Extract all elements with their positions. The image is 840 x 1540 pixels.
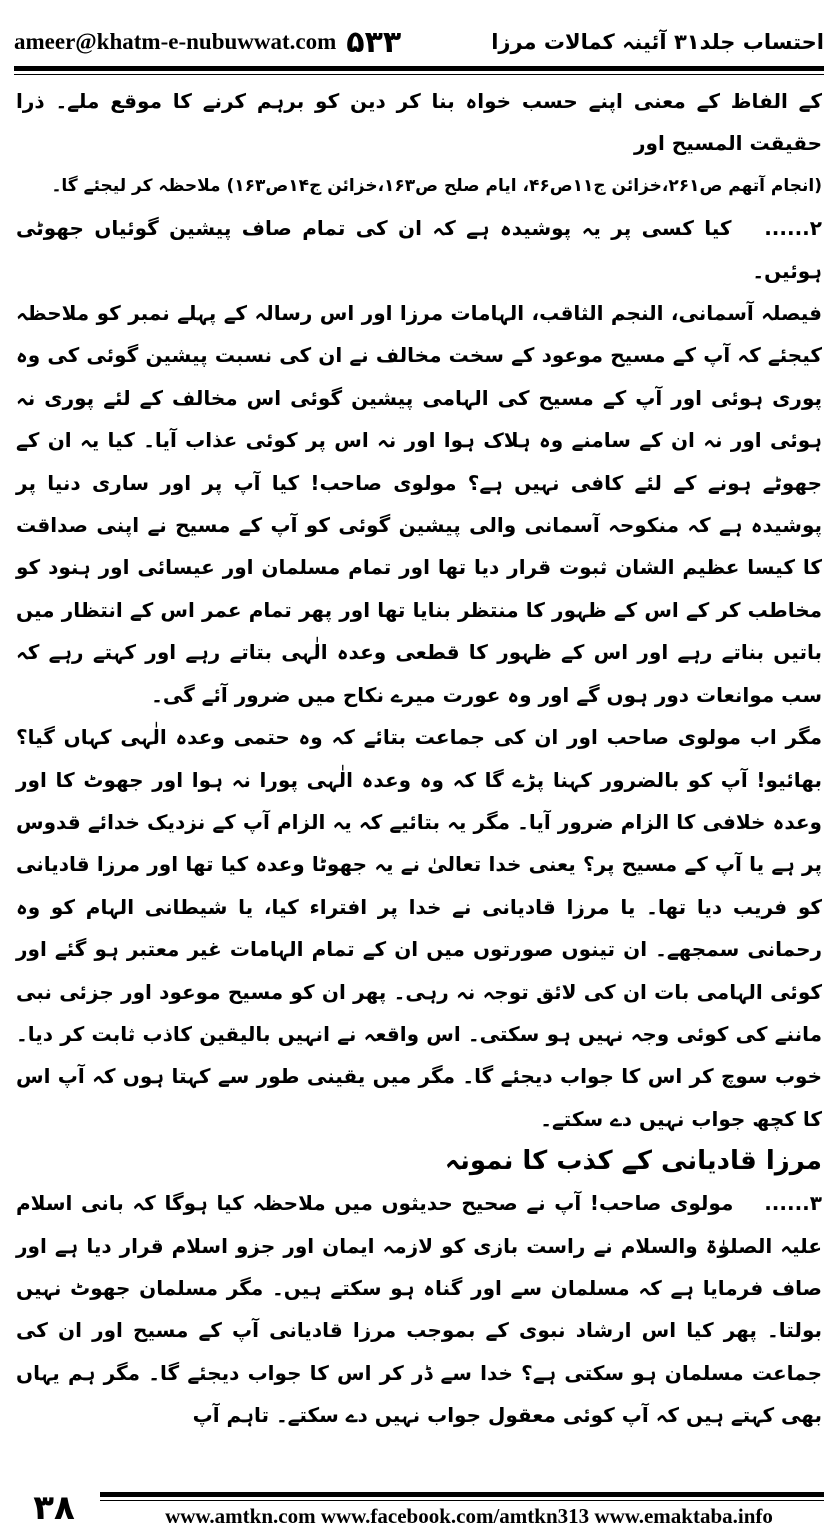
paragraph-5-number: ۳......: [764, 1191, 822, 1216]
header-folio: ۵۳۳: [346, 24, 402, 60]
paragraph-1: کے الفاظ کے معنی اپنے حسب خواہ بنا کر دین کو برہم کرنے کا موقع ملے۔ ذرا حقیقت المسیح اور: [16, 89, 822, 156]
paragraph-4: مگر اب مولوی صاحب اور ان کی جماعت بتائے کہ وہ حتمی وعدہ الٰہی کہاں گیا؟ بھائیو! آپ کو بالضرور کہنا پڑے گا کہ وہ وعدہ الٰہی پورا نہ ہوا اور جھوٹ کا اور وعدہ خلافی کا الزام ضرور آیا۔ مگر یہ بتائیے کہ یہ الزام آپ کے نزدیک خدائے قدوس پر ہے یا آپ کے مسیح پر؟ یعنی خدا تعالیٰ نے یہ جھوٹا وعدہ کیا تھا اور مرزا قادیانی کو فریب دیا تھا۔ یا مرزا قادیانی نے خدا پر افتراء کیا، یا شیطانی الہام کو وہ رحمانی سمجھے۔ ان تینوں صورتوں میں ان کے تمام الہامات غیر معتبر ہو گئے اور کوئی الہامی بات ان کی لائق توجہ نہ رہی۔ پھر ان کو مسیح موعود اور جزئی نبی ماننے کی کوئی وجہ نہیں ہو سکتی۔ اس واقعہ نے انہیں بالیقین کاذب ثابت کر دیا۔ خوب سوچ کر اس کا جواب دیجئے گا۔ مگر میں یقینی طور سے کہتا ہوں کہ آپ اس کا کچھ جواب نہیں دے سکتے۔: [16, 725, 822, 1131]
paragraph-3: فیصلہ آسمانی، النجم الثاقب، الہامات مرزا اور اس رسالہ کے پہلے نمبر کو ملاحظہ کیجئے کہ آپ کے مسیح موعود کے سخت مخالف نے ان کی نسبت پیشین گوئی کی وہ پوری ہوئی اور آپ کے مسیح کی الہامی پیشین گوئی اس مخالف کے لئے پوری نہ ہوئی اور نہ ان کے سامنے وہ ہلاک ہوا اور نہ اس پر کوئی عذاب آیا۔ کیا یہ ان کے جھوٹے ہونے کے لئے کافی نہیں ہے؟ مولوی صاحب! کیا آپ پر اور ساری دنیا پر پوشیدہ ہے کہ منکوحہ آسمانی والی پیشین گوئی کو آپ کے مسیح نے اپنی صداقت کا کیسا عظیم الشان ثبوت قرار دیا تھا اور تمام مسلمان اور عیسائی اور ہنود کو مخاطب کر کے اس کے ظہور کا منتظر بنایا تھا اور پھر تمام عمر اس کے انتظار میں باتیں بناتے رہے اور اس کے ظہور کا قطعی وعدہ الٰہی بتاتے رہے اور کہتے رہے کہ سب موانعات دور ہوں گے اور وہ عورت میرے نکاح میں ضرور آئے گی۔: [16, 301, 822, 707]
footer-urls: www.amtkn.com www.facebook.com/amtkn313 www.emaktaba.info: [165, 1504, 773, 1528]
footer-rule-thick: [100, 1492, 824, 1497]
page-footer: [14, 1488, 824, 1532]
paragraph-2: [16, 207, 822, 292]
page-header: [14, 22, 824, 62]
header-email: ameer@khatm-e-nubuwwat.com: [14, 29, 337, 54]
section-heading: مرزا قادیانی کے کذب کا نمونہ: [444, 1146, 822, 1177]
paragraph-5: [16, 1182, 822, 1436]
header-rule-thin: [14, 74, 824, 75]
running-title: احتساب جلد۳۱ آئینہ کمالات مرزا: [491, 30, 824, 54]
paragraph-5-text: مولوی صاحب! آپ نے صحیح حدیثوں میں ملاحظہ کیا ہوگا کہ بانی اسلام علیہ الصلوٰۃ والسلام نے راست بازی کو لازمہ ایمان اور جزو اسلام قرار دیا ہے اور صاف فرمایا ہے کہ مسلمان سے اور گناہ ہو سکتے ہیں۔ مگر مسلمان جھوٹ نہیں بولتا۔ پھر کیا اس ارشاد نبوی کے بموجب مرزا قادیانی آپ کے مسیح اور ان کی جماعت مسلمان ہو سکتی ہے؟ خدا سے ڈر کر اس کا جواب دیجئے گا۔ مگر ہم یہاں بھی کہتے ہیں کہ آپ کوئی معقول جواب نہیں دے سکتے۔ تاہم آپ: [16, 1191, 822, 1428]
header-left: [14, 25, 401, 60]
footer-rules: [100, 1492, 824, 1501]
paragraph-2-number: ۲......: [764, 216, 822, 241]
page-body: [16, 80, 822, 1470]
page-number: ۳۸: [33, 1488, 75, 1528]
header-rule-thick: [14, 66, 824, 71]
paragraph-1-reference: (انجام آتھم ص۲۶۱،خزائن ج۱۱ص۴۶، ایام صلح ص۱۶۳،خزائن ج۱۴ص۱۶۳) ملاحظہ کر لیجئے گا۔: [51, 175, 822, 196]
footer-rule-thin: [100, 1500, 824, 1501]
paragraph-2-text: کیا کسی پر یہ پوشیدہ ہے کہ ان کی تمام صاف پیشین گوئیاں جھوٹی ہوئیں۔: [16, 216, 822, 283]
